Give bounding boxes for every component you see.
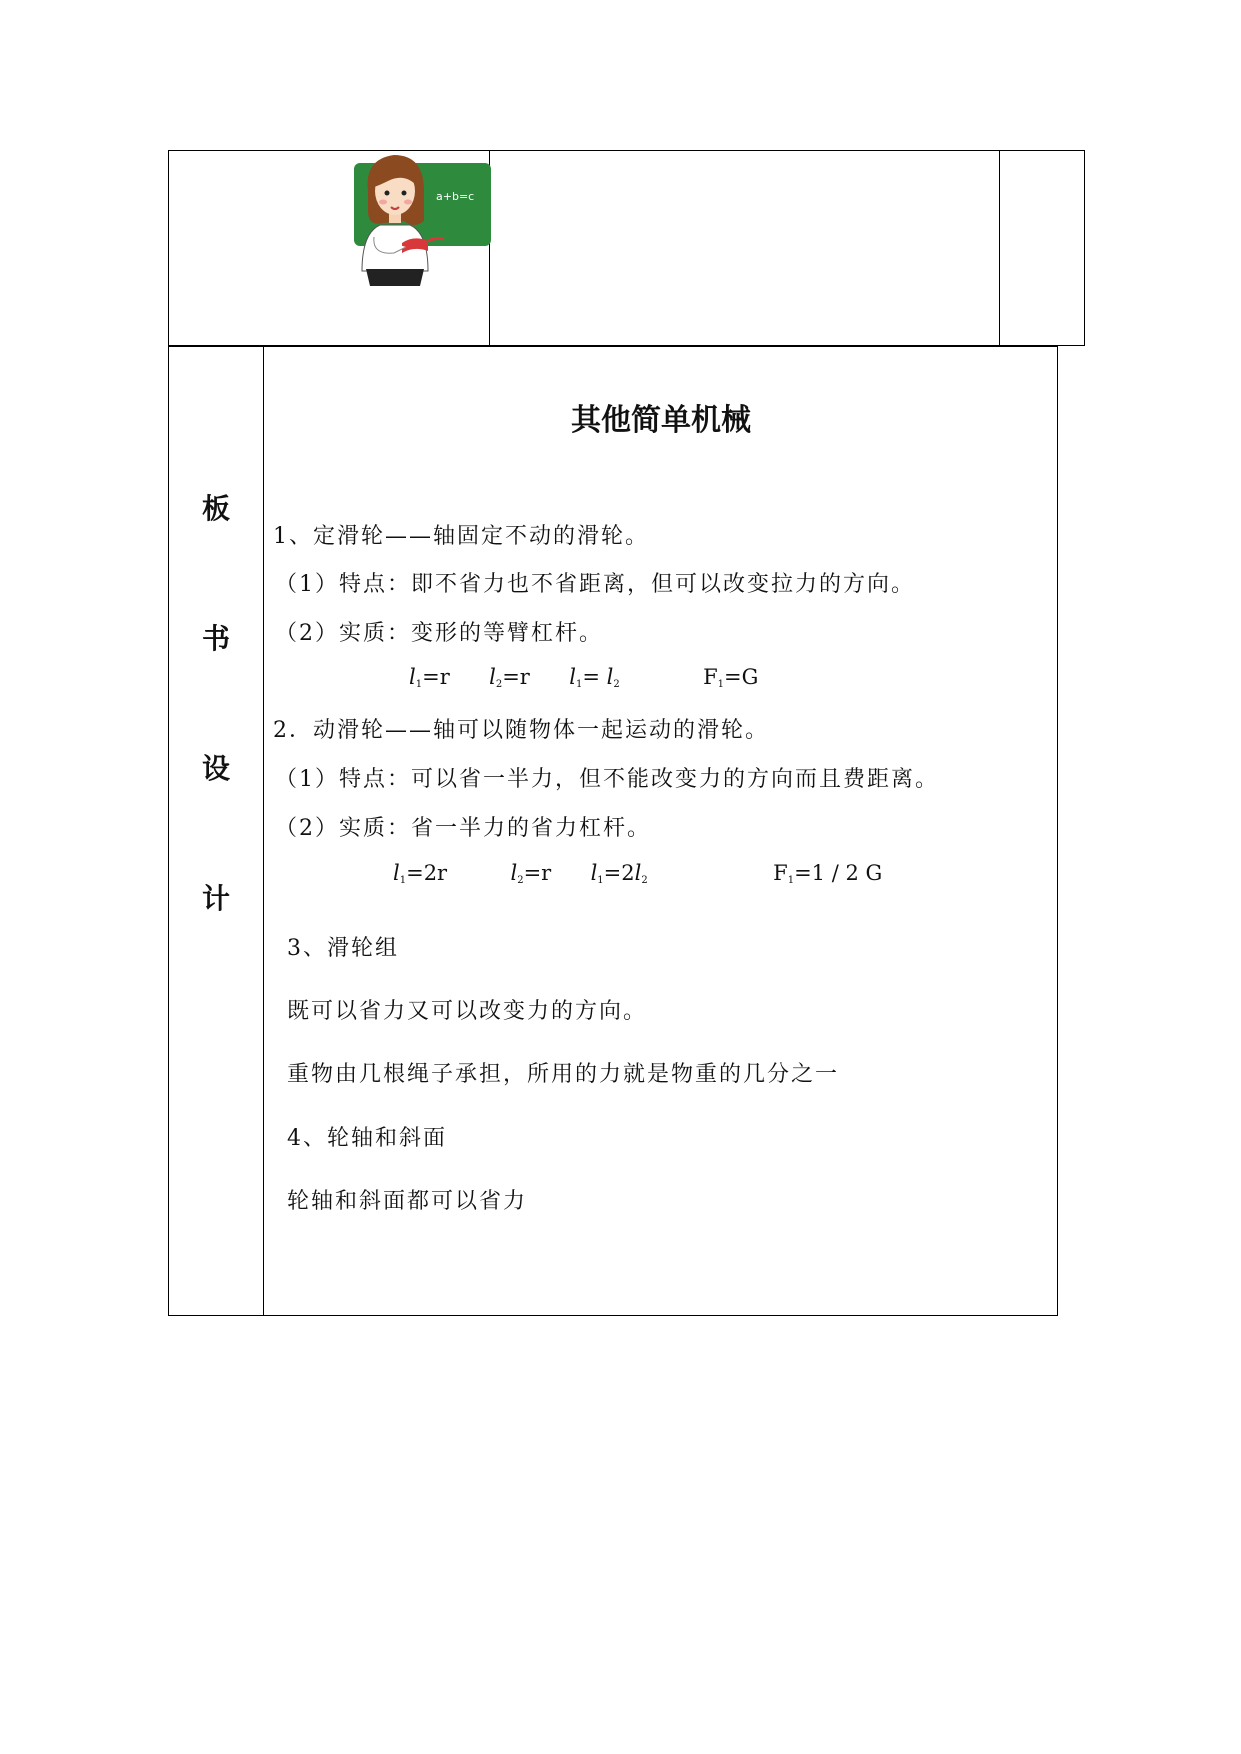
formula-text: =r bbox=[422, 665, 450, 689]
section-heading-wheel-axle: 4、轮轴和斜面 bbox=[287, 1126, 447, 1151]
formula-sub: 1 bbox=[415, 679, 423, 690]
formula-text: =2 bbox=[603, 861, 635, 885]
formula-var: l bbox=[510, 861, 518, 885]
formula-text: =r bbox=[502, 665, 530, 689]
chalkboard-text: a+b=c bbox=[436, 190, 475, 203]
formula-sub: 1 bbox=[787, 875, 795, 886]
board-design-table bbox=[168, 346, 1058, 1316]
formula-sub: 1 bbox=[597, 875, 604, 886]
formula-text: =G bbox=[724, 665, 759, 689]
formula-sub: 2 bbox=[495, 679, 503, 690]
formula-var: l bbox=[590, 861, 598, 885]
formula-sub: 1 bbox=[717, 679, 725, 690]
section-label-char: 设 bbox=[201, 752, 230, 785]
fixed-pulley-essence: （2）实质：变形的等臂杠杆。 bbox=[275, 621, 603, 646]
formula-sub: 1 bbox=[575, 679, 583, 690]
movable-pulley-formula bbox=[393, 861, 882, 886]
formula-sub: 2 bbox=[641, 875, 648, 886]
section-label-char: 计 bbox=[201, 882, 230, 915]
table-divider bbox=[263, 347, 264, 1315]
formula-text: = bbox=[582, 665, 607, 689]
formula-var: l bbox=[606, 665, 614, 689]
formula-var: l bbox=[409, 665, 416, 689]
formula-text: F bbox=[773, 861, 788, 885]
movable-pulley-feature: （1）特点：可以省一半力，但不能改变力的方向而且费距离。 bbox=[275, 767, 939, 792]
pulley-block-line-1: 既可以省力又可以改变力的方向。 bbox=[287, 999, 648, 1024]
section-heading-pulley-block: 3、滑轮组 bbox=[287, 936, 399, 961]
formula-var: l bbox=[393, 861, 400, 885]
formula-text: =2r bbox=[406, 861, 448, 885]
pulley-block-line-2: 重物由几根绳子承担，所用的力就是物重的几分之一 bbox=[287, 1062, 840, 1087]
formula-sub: 1 bbox=[399, 875, 407, 886]
section-heading-movable-pulley: 2．动滑轮——轴可以随物体一起运动的滑轮。 bbox=[273, 718, 769, 743]
formula-sub: 2 bbox=[517, 875, 524, 886]
formula-var: l bbox=[634, 861, 642, 885]
formula-var: l bbox=[569, 665, 576, 689]
fixed-pulley-feature: （1）特点：即不省力也不省距离，但可以改变拉力的方向。 bbox=[275, 572, 915, 597]
formula-text: =1 / 2 G bbox=[794, 861, 883, 885]
header-table bbox=[168, 150, 1085, 346]
section-heading-fixed-pulley: 1、定滑轮——轴固定不动的滑轮。 bbox=[273, 524, 649, 549]
section-label-char: 书 bbox=[201, 622, 230, 655]
formula-text: F bbox=[703, 665, 718, 689]
wheel-axle-line-1: 轮轴和斜面都可以省力 bbox=[287, 1189, 528, 1214]
fixed-pulley-formula bbox=[409, 665, 758, 690]
formula-var: l bbox=[489, 665, 496, 689]
page-title: 其他简单机械 bbox=[571, 403, 751, 438]
table-divider bbox=[999, 151, 1000, 345]
formula-text: =r bbox=[523, 861, 552, 885]
teacher-illustration-icon bbox=[354, 151, 494, 286]
formula-sub: 2 bbox=[613, 679, 620, 690]
section-label-char: 板 bbox=[201, 492, 230, 525]
movable-pulley-essence: （2）实质：省一半力的省力杠杆。 bbox=[275, 816, 651, 841]
